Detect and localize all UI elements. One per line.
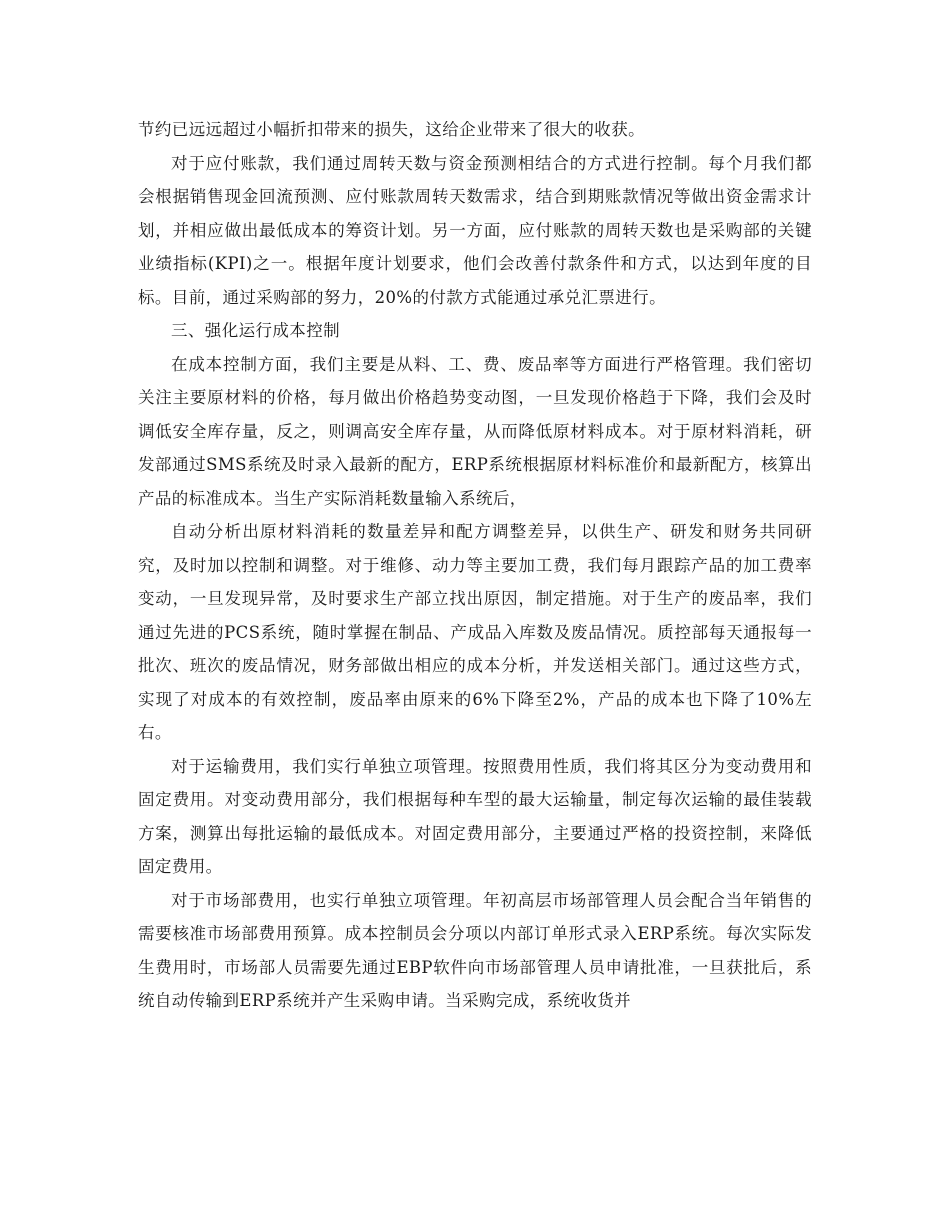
section-heading: 三、强化运行成本控制 [171, 321, 340, 340]
document-body [138, 113, 812, 1018]
paragraph-cost-control: 在成本控制方面，我们主要是从料、工、费、废品率等方面进行严格管理。我们密切关注主要原材料的价格，每月做出价格趋势变动图，一旦发现价格趋于下降，我们会及时调低安全库存量，反之，则调高安全库存量，从而降低原材料成本。对于原材料消耗，研发部通过SMS系统及时录入最新的配方，ERP系统根据原材料标准价和最新配方，核算出产品的标准成本。当生产实际消耗数量输入系统后， [138, 354, 812, 508]
paragraph-transport-costs: 对于运输费用，我们实行单独立项管理。按照费用性质，我们将其区分为变动费用和固定费用。对变动费用部分，我们根据每种车型的最大运输量，制定每次运输的最佳装载方案，测算出每批运输的最低成本。对固定费用部分，主要通过严格的投资控制，来降低固定费用。 [138, 756, 812, 876]
paragraph-marketing-costs: 对于市场部费用，也实行单独立项管理。年初高层市场部管理人员会配合当年销售的需要核准市场部费用预算。成本控制员会分项以内部订单形式录入ERP系统。每次实际发生费用时，市场部人员需要先通过EBP软件向市场部管理人员申请批准，一旦获批后，系统自动传输到ERP系统并产生采购申请。当采购完成，系统收货并 [138, 890, 812, 1010]
paragraph-variance-analysis: 自动分析出原材料消耗的数量差异和配方调整差异，以供生产、研发和财务共同研究，及时加以控制和调整。对于维修、动力等主要加工费，我们每月跟踪产品的加工费率变动，一旦发现异常，及时要求生产部立找出原因，制定措施。对于生产的废品率，我们通过先进的PCS系统，随时掌握在制品、产成品入库数及废品情况。质控部每天通报每一批次、班次的废品情况，财务部做出相应的成本分析，并发送相关部门。通过这些方式，实现了对成本的有效控制，废品率由原来的6%下降至2%，产品的成本也下降了10%左右。 [138, 522, 812, 742]
paragraph-accounts-payable: 对于应付账款，我们通过周转天数与资金预测相结合的方式进行控制。每个月我们都会根据销售现金回流预测、应付账款周转天数需求，结合到期账款情况等做出资金需求计划，并相应做出最低成本的筹资计划。另一方面，应付账款的周转天数也是采购部的关键业绩指标(KPI)之一。根据年度计划要求，他们会改善付款条件和方式，以达到年度的目标。目前，通过采购部的努力，20%的付款方式能通过承兑汇票进行。 [138, 153, 812, 307]
paragraph-continuation: 节约已远远超过小幅折扣带来的损失，这给企业带来了很大的收获。 [138, 120, 645, 139]
